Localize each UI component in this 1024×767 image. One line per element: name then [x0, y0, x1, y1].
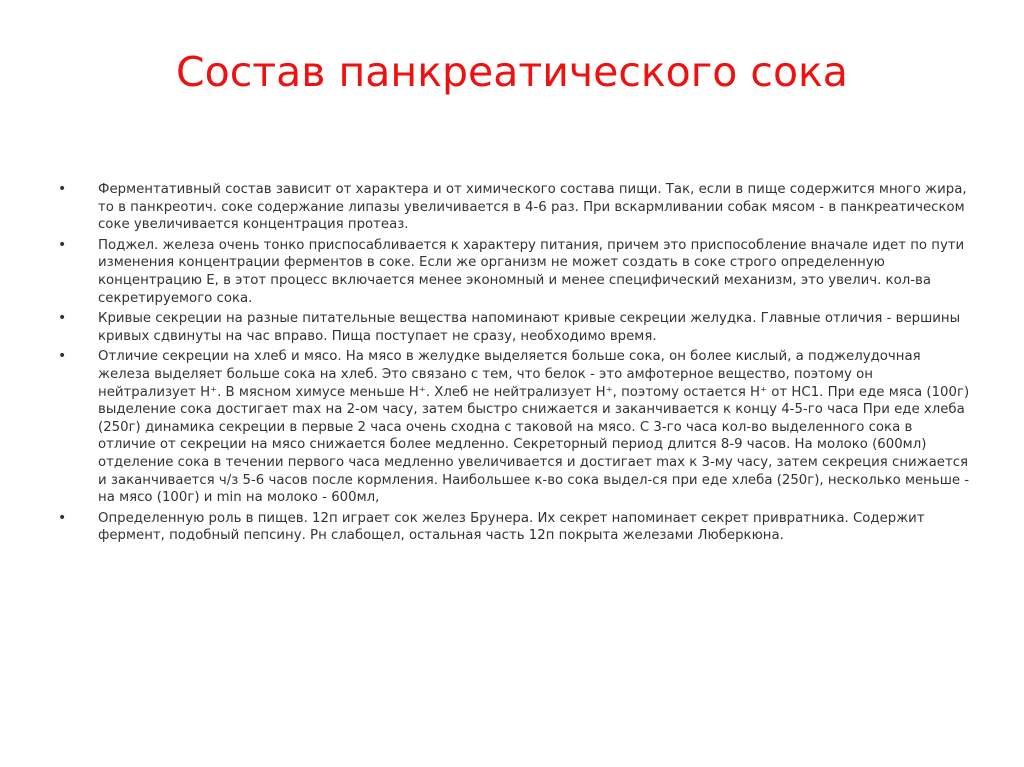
- bullet-icon: •: [58, 236, 67, 253]
- bullet-text: Ферментативный состав зависит от характера и от химического состава пищи. Так, если в пище содержится много жира, то в панкреотич. соке содержание липазы увеличивается в 4-6 раз. При вскармливании собак мясом - в панкреатическом соке увеличивается концентрация протеаз.: [98, 182, 967, 233]
- bullet-text: Отличие секреции на хлеб и мясо. На мясо в желудке выделяется больше сока, он более кислый, а поджелудочная железа выделяет больше сока на хлеб. Это связано с тем, что белок - это амфотерное вещество, поэтому он нейтрализует H⁺. В мясном химусе меньше H⁺. Хлеб не нейтрализует H⁺, поэтому остается H⁺ от HC1. При еде мяса (100г) выделение сока достигает max на 2-ом часу, затем быстро снижается и заканчивается к концу 4-5-го часа При еде хлеба (250г) динамика секреции в первые 2 часа очень сходна с таковой на мясо. С 3-го часа кол-во выделенного сока в отличие от секреции на мясо снижается более медленно. Секреторный период длится 8-9 часов. На молоко (600мл) отделение сока в течении первого часа медленно увеличивается и достигает max к 3-му часу, затем секреция снижается и заканчивается ч/з 5-6 часов после кормления. Наибольшее к-во сока выдел-ся при еде хлеба (250г), несколько меньше - на мясо (100г) и min на молоко - 600мл,: [98, 349, 970, 506]
- bullet-icon: •: [58, 348, 67, 365]
- bullet-icon: •: [58, 310, 67, 327]
- bullet-item-3: [58, 310, 970, 345]
- bullet-icon: •: [58, 509, 67, 526]
- bullet-text: Поджел. железа очень тонко приспосабливается к характеру питания, причем это приспособление вначале идет по пути изменения концентрации ферментов в соке. Если же организм не может создать в соке строго определенную концентрацию Е, в этот процесс включается менее экономный и менее специфический механизм, это увелич. кол-ва секретируемого сока.: [98, 237, 965, 306]
- bullet-list: [58, 181, 970, 548]
- bullet-item-4: [58, 348, 970, 506]
- bullet-item-1: [58, 181, 970, 234]
- bullet-text: Кривые секреции на разные питательные вещества напоминают кривые секреции желудка. Главные отличия - вершины кривых сдвинуты на час вправо. Пища поступает не сразу, необходимо время.: [98, 311, 961, 344]
- bullet-icon: •: [58, 181, 67, 197]
- bullet-item-2: [58, 237, 970, 307]
- slide-title: Состав панкреатического сока: [176, 48, 848, 96]
- bullet-item-5: [58, 510, 970, 545]
- bullet-text: Определенную роль в пищев. 12п играет сок желез Брунера. Их секрет напоминает секрет привратника. Содержит фермент, подобный пепсину. Рн слабощел, остальная часть 12п покрыта железами Люберкюна.: [98, 510, 925, 544]
